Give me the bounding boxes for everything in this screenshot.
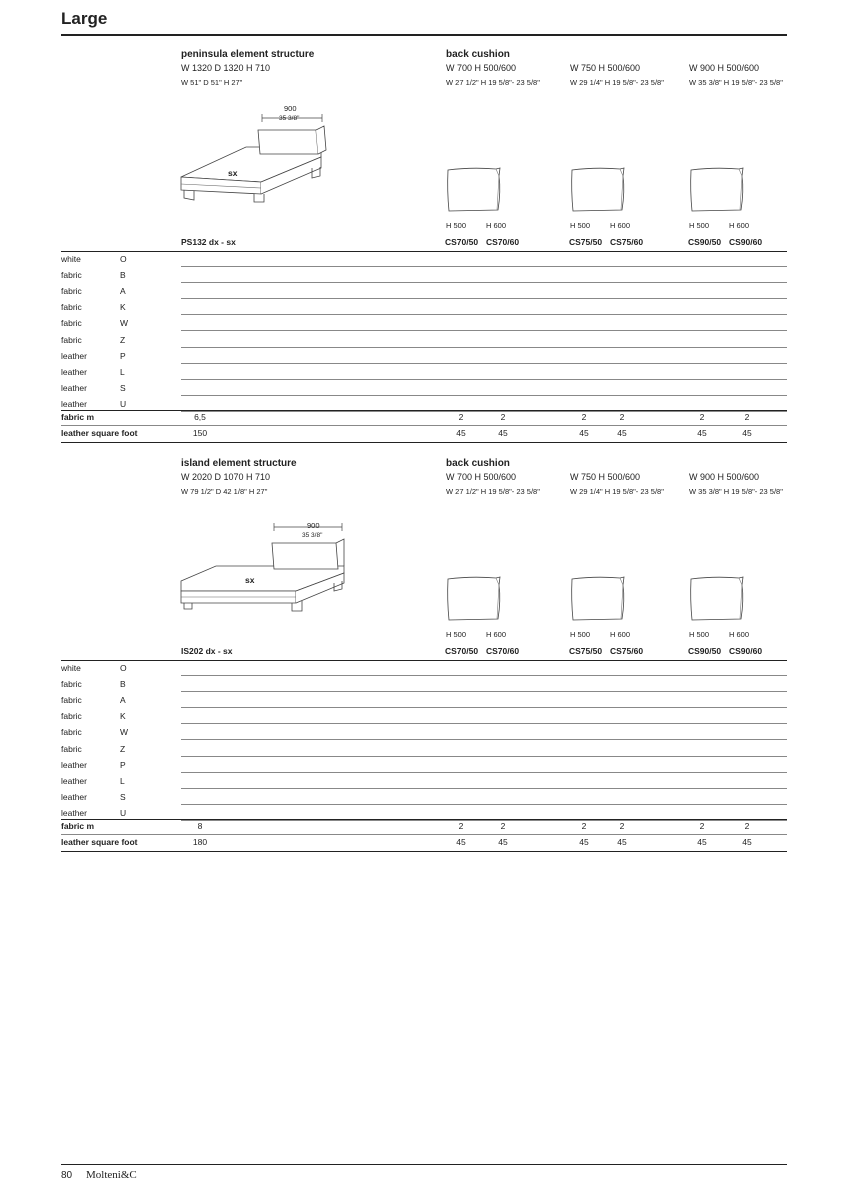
material-code: O <box>120 663 127 673</box>
cushion-height-500: H 500 <box>570 221 591 230</box>
material-code: B <box>120 270 126 281</box>
material-row-line <box>181 363 787 364</box>
material-code: Z <box>120 743 126 754</box>
cushion-code-50: CS90/50 <box>688 646 722 656</box>
fabric-m-value: 2 <box>581 821 587 831</box>
back-cushion-drawing <box>570 166 630 216</box>
fabric-m-value: 2 <box>699 821 705 831</box>
material-code: L <box>120 366 125 377</box>
cushion-height-600: H 600 <box>486 630 507 639</box>
material-code: L <box>120 775 125 786</box>
material-row-line <box>181 298 787 299</box>
material-row-line <box>181 330 787 331</box>
leather-value: 45 <box>456 837 466 847</box>
material-row-line <box>181 723 787 724</box>
material-type: fabric <box>61 302 82 313</box>
cushion-height-600: H 600 <box>729 221 750 230</box>
structure-dims-in: W 79 1/2" D 42 1/8" H 27" <box>181 487 268 496</box>
leather-value: 45 <box>456 428 466 438</box>
material-type: fabric <box>61 743 82 754</box>
material-code: P <box>120 759 126 770</box>
leather-value: 45 <box>579 837 589 847</box>
cushion-dims-in: W 29 1/4" H 19 5/8"- 23 5/8" <box>570 78 664 87</box>
cushion-dims-in: W 27 1/2" H 19 5/8"- 23 5/8" <box>446 78 540 87</box>
cushion-code-50: CS90/50 <box>688 237 722 247</box>
fabric-row-rule <box>61 410 787 411</box>
cushion-title: back cushion <box>446 49 510 60</box>
section-bottom-rule <box>61 851 787 852</box>
leather-square-foot-label: leather square foot <box>61 428 138 438</box>
title-rule <box>61 34 787 36</box>
material-type: fabric <box>61 286 82 297</box>
page-title: Large <box>61 9 108 28</box>
cushion-code-50: CS75/50 <box>569 646 603 656</box>
footer-rule <box>61 1164 787 1165</box>
section-bottom-rule <box>61 442 787 443</box>
leather-value: 45 <box>579 428 589 438</box>
page-number: 80 <box>61 1170 73 1181</box>
material-type: fabric <box>61 711 82 722</box>
back-cushion-drawing <box>570 575 630 625</box>
material-type: leather <box>61 382 87 393</box>
side-label-sx: sx <box>245 575 255 585</box>
cushion-height-500: H 500 <box>689 630 710 639</box>
cushion-dims-mm: W 750 H 500/600 <box>570 63 641 73</box>
cushion-height-500: H 500 <box>689 221 710 230</box>
material-row-line <box>181 379 787 380</box>
material-type: fabric <box>61 695 82 706</box>
leather-value: 45 <box>742 837 752 847</box>
fabric-row-bottom-line <box>61 425 787 426</box>
material-code: K <box>120 711 126 722</box>
fabric-row-bottom-line <box>61 834 787 835</box>
leather-value: 45 <box>697 837 707 847</box>
cushion-code-50: CS70/50 <box>445 646 479 656</box>
sofa-element-drawing <box>176 102 356 212</box>
cushion-height-500: H 500 <box>446 221 467 230</box>
back-cushion-drawing <box>446 166 506 216</box>
material-type: leather <box>61 398 87 409</box>
leather-value: 45 <box>742 428 752 438</box>
material-code: W <box>120 727 129 738</box>
cushion-title: back cushion <box>446 458 510 469</box>
fabric-m-value: 2 <box>619 821 625 831</box>
cushion-dims-mm: W 700 H 500/600 <box>446 63 517 73</box>
structure-code: PS132 dx - sx <box>181 237 236 247</box>
structure-code: IS202 dx - sx <box>181 646 233 656</box>
cushion-code-60: CS70/60 <box>486 237 520 247</box>
leather-structure-value: 180 <box>192 837 208 847</box>
material-row-line <box>181 707 787 708</box>
cushion-code-60: CS75/60 <box>610 646 644 656</box>
material-code: S <box>120 382 126 393</box>
fabric-m-value: 2 <box>458 821 464 831</box>
back-cushion-drawing <box>689 166 749 216</box>
fabric-m-value: 2 <box>458 412 464 422</box>
material-row-line <box>181 772 787 773</box>
material-type: fabric <box>61 318 82 329</box>
material-type: leather <box>61 791 87 802</box>
material-row-line <box>181 804 787 805</box>
material-code: P <box>120 350 126 361</box>
material-code: A <box>120 695 126 706</box>
leather-structure-value: 150 <box>192 428 208 438</box>
material-row-line <box>181 691 787 692</box>
material-type: white <box>61 663 81 673</box>
cushion-height-600: H 600 <box>610 221 631 230</box>
material-row-line <box>181 347 787 348</box>
structure-dims-mm: W 1320 D 1320 H 710 <box>181 63 271 73</box>
structure-title: peninsula element structure <box>181 49 315 60</box>
material-type: fabric <box>61 727 82 738</box>
cushion-height-600: H 600 <box>610 630 631 639</box>
cushion-dims-mm: W 900 H 500/600 <box>689 472 760 482</box>
material-type: leather <box>61 807 87 818</box>
material-row-line <box>181 395 787 396</box>
fabric-m-value: 2 <box>744 821 750 831</box>
material-type: leather <box>61 759 87 770</box>
fabric-m-value: 2 <box>744 412 750 422</box>
fabric-m-value: 2 <box>699 412 705 422</box>
fabric-m-value: 2 <box>619 412 625 422</box>
cushion-code-60: CS90/60 <box>729 646 763 656</box>
cushion-height-600: H 600 <box>729 630 750 639</box>
sofa-element-drawing <box>176 511 356 621</box>
side-label-sx: sx <box>228 168 238 178</box>
fabric-m-label: fabric m <box>61 821 95 831</box>
material-code: A <box>120 286 126 297</box>
cushion-dims-in: W 29 1/4" H 19 5/8"- 23 5/8" <box>570 487 664 496</box>
cushion-code-60: CS75/60 <box>610 237 644 247</box>
dimension-900: 900 <box>284 104 297 113</box>
fabric-m-value: 2 <box>500 821 506 831</box>
material-row-line <box>181 788 787 789</box>
material-code: U <box>120 398 127 409</box>
table-header-rule <box>61 660 787 661</box>
dimension-900: 900 <box>307 521 320 530</box>
fabric-m-label: fabric m <box>61 412 95 422</box>
cushion-height-500: H 500 <box>446 630 467 639</box>
material-row-line <box>181 314 787 315</box>
cushion-height-600: H 600 <box>486 221 507 230</box>
leather-value: 45 <box>617 837 627 847</box>
cushion-dims-in: W 35 3/8" H 19 5/8"- 23 5/8" <box>689 78 783 87</box>
dimension-900-in: 35 3/8" <box>302 532 323 539</box>
fabric-m-structure-value: 8 <box>197 821 203 831</box>
material-row-line <box>181 266 787 267</box>
cushion-dims-in: W 27 1/2" H 19 5/8"- 23 5/8" <box>446 487 540 496</box>
back-cushion-drawing <box>446 575 506 625</box>
cushion-dims-mm: W 900 H 500/600 <box>689 63 760 73</box>
fabric-m-value: 2 <box>500 412 506 422</box>
material-code: O <box>120 254 127 264</box>
cushion-height-500: H 500 <box>570 630 591 639</box>
fabric-row-rule <box>61 819 787 820</box>
cushion-code-60: CS70/60 <box>486 646 520 656</box>
material-type: fabric <box>61 270 82 281</box>
brand-logo: Molteni&C <box>86 1169 137 1181</box>
material-type: white <box>61 254 81 264</box>
cushion-code-50: CS75/50 <box>569 237 603 247</box>
cushion-dims-in: W 35 3/8" H 19 5/8"- 23 5/8" <box>689 487 783 496</box>
material-row-line <box>181 739 787 740</box>
material-row-line <box>181 756 787 757</box>
structure-dims-mm: W 2020 D 1070 H 710 <box>181 472 271 482</box>
material-code: K <box>120 302 126 313</box>
structure-dims-in: W 51" D 51" H 27" <box>181 78 243 87</box>
material-code: U <box>120 807 127 818</box>
material-type: fabric <box>61 679 82 690</box>
cushion-code-60: CS90/60 <box>729 237 763 247</box>
cushion-dims-mm: W 700 H 500/600 <box>446 472 517 482</box>
cushion-dims-mm: W 750 H 500/600 <box>570 472 641 482</box>
material-code: Z <box>120 334 126 345</box>
material-type: fabric <box>61 334 82 345</box>
leather-square-foot-label: leather square foot <box>61 837 138 847</box>
material-code: S <box>120 791 126 802</box>
fabric-m-structure-value: 6,5 <box>194 412 206 422</box>
leather-value: 45 <box>617 428 627 438</box>
fabric-m-value: 2 <box>581 412 587 422</box>
material-row-line <box>181 675 787 676</box>
material-code: B <box>120 679 126 690</box>
structure-title: island element structure <box>181 458 297 469</box>
leather-value: 45 <box>498 428 508 438</box>
back-cushion-drawing <box>689 575 749 625</box>
material-type: leather <box>61 350 87 361</box>
cushion-code-50: CS70/50 <box>445 237 479 247</box>
material-type: leather <box>61 775 87 786</box>
material-type: leather <box>61 366 87 377</box>
table-header-rule <box>61 251 787 252</box>
material-code: W <box>120 318 129 329</box>
dimension-900-in: 35 3/8" <box>279 115 300 122</box>
material-row-line <box>181 282 787 283</box>
leather-value: 45 <box>498 837 508 847</box>
leather-value: 45 <box>697 428 707 438</box>
